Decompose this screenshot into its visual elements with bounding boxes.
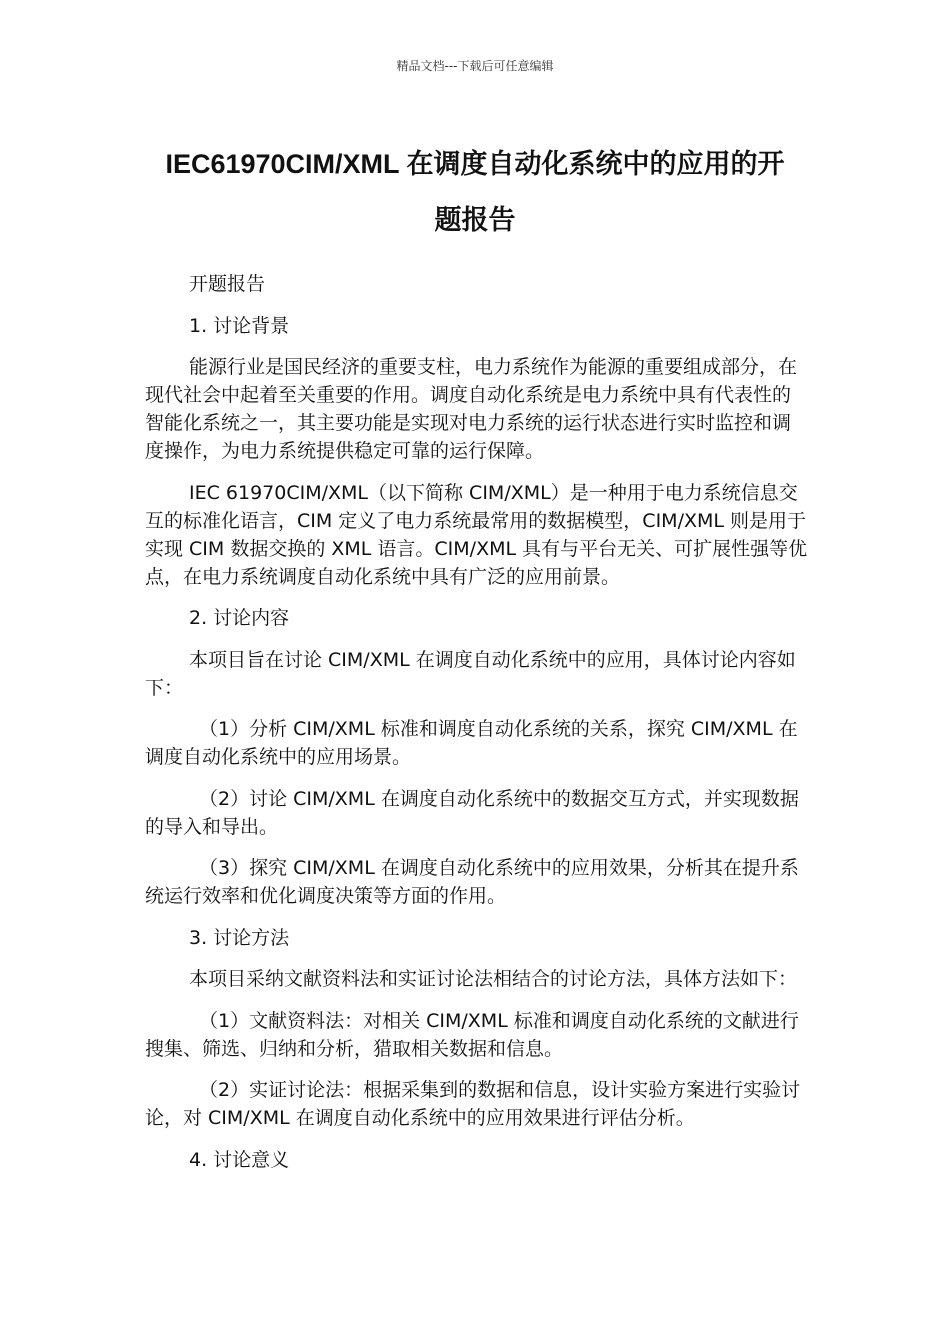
content-item-1: （1）分析 CIM/XML 标准和调度自动化系统的关系，探究 CIM/XML 在调度自动化系统中的应用场景。	[145, 718, 798, 768]
title-line-1: IEC61970CIM/XML 在调度自动化系统中的应用的开	[165, 149, 785, 179]
heading-significance: 4. 讨论意义	[189, 1148, 290, 1171]
method-item-2: （2）实证讨论法：根据采集到的数据和信息，设计实验方案进行实验讨论，对 CIM/XML 在调度自动化系统中的应用效果进行评估分析。	[145, 1079, 801, 1129]
paragraph-content-intro: 本项目旨在讨论 CIM/XML 在调度自动化系统中的应用，具体讨论内容如下：	[145, 648, 796, 699]
method-item-1: （1）文献资料法：对相关 CIM/XML 标准和调度自动化系统的文献进行搜集、筛选、归纳和分析，猎取相关数据和信息。	[145, 1009, 799, 1060]
content-item-3: （3）探究 CIM/XML 在调度自动化系统中的应用效果，分析其在提升系统运行效率和优化调度决策等方面的作用。	[145, 857, 799, 907]
paragraph-background-1: 能源行业是国民经济的重要支柱，电力系统作为能源的重要组成部分，在现代社会中起着至关重要的作用。调度自动化系统是电力系统中具有代表性的智能化系统之一，其主要功能是实现对电力系统的运行状态进行实时监控和调度操作，为电力系统提供稳定可靠的运行保障。	[145, 356, 798, 462]
document-title	[100, 136, 850, 248]
document-body	[145, 270, 808, 1187]
paragraph-method-intro: 本项目采纳文献资料法和实证讨论法相结合的讨论方法，具体方法如下：	[189, 968, 798, 990]
paragraph-background-2: IEC 61970CIM/XML（以下简称 CIM/XML）是一种用于电力系统信息交互的标准化语言，CIM 定义了电力系统最常用的数据模型，CIM/XML 则是用于实现 CIM 数据交换的 XML 语言。CIM/XML 具有与平台无关、可扩展性强等优点，在电力系统调度自动化系统中具有广泛的应用前景。	[145, 481, 808, 588]
section-label: 开题报告	[189, 273, 266, 295]
title-line-2: 题报告	[434, 205, 516, 235]
heading-method: 3. 讨论方法	[189, 926, 290, 949]
content-item-2: （2）讨论 CIM/XML 在调度自动化系统中的数据交互方式，并实现数据的导入和导出。	[145, 787, 799, 838]
page-header: 精品文档---下载后可任意编辑	[396, 59, 554, 73]
heading-background: 1. 讨论背景	[189, 314, 290, 337]
heading-content: 2. 讨论内容	[189, 607, 290, 629]
